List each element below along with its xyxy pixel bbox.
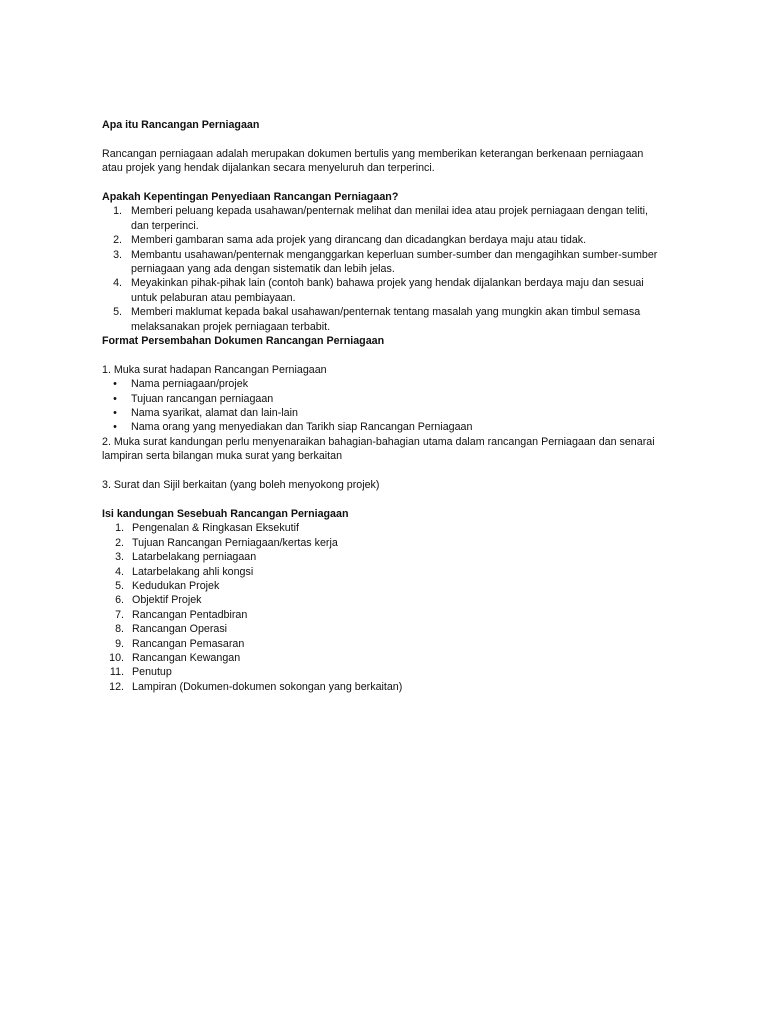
list-item [102,608,662,622]
format-heading: Format Persembahan Dokumen Rancangan Perniagaan [102,335,385,348]
bullet-item [102,406,662,420]
list-number: 8. [115,623,124,636]
spacer [102,132,662,146]
list-item-text: Penutup [132,666,172,679]
isi-heading: Isi kandungan Sesebuah Rancangan Perniagaan [102,507,349,520]
spacer [102,348,662,362]
bullet-item-text: Tujuan rancangan perniagaan [131,392,274,405]
list-item-text: Pengenalan & Ringkasan Eksekutif [132,522,299,535]
list-item [102,248,662,277]
list-item-text: Rancangan Kewangan [132,651,241,664]
bullet-item [102,377,662,391]
list-item [102,680,662,694]
list-item-text: Latarbelakang ahli kongsi [132,565,254,578]
list-number: 5. [113,306,122,319]
list-item-text: Lampiran (Dokumen-dokumen sokongan yang berkaitan) [132,680,403,693]
list-number: 4. [113,277,122,290]
spacer [102,464,662,478]
bullet-item-text: Nama syarikat, alamat dan lain-lain [131,407,298,420]
list-number: 1. [113,205,122,218]
bullet-item-text: Nama perniagaan/projek [131,378,249,391]
list-number: 3. [115,551,124,564]
format-part-2: 2. Muka surat kandungan perlu menyenaraikan bahagian-bahagian utama dalam rancangan Perniagaan dan senarai lampiran serta bilangan muka surat yang berkaitan [102,435,655,463]
list-item [102,651,662,665]
list-item [102,521,662,535]
list-number: 11. [109,666,124,679]
document-title: Apa itu Rancangan Perniagaan [102,119,260,131]
bullet-icon: • [113,421,117,434]
spacer [102,176,662,190]
list-item [102,593,662,607]
list-number: 1. [115,522,124,535]
list-item [102,305,662,334]
list-item-text: Kedudukan Projek [132,579,220,592]
list-item [102,276,662,305]
list-item-text: Rancangan Operasi [132,623,228,636]
list-number: 9. [115,637,124,650]
list-item [102,550,662,564]
list-item-text: Objektif Projek [132,594,202,607]
list-number: 2. [115,536,124,549]
list-item [102,579,662,593]
isi-list [102,521,662,694]
list-number: 10. [109,651,124,664]
list-number: 12. [109,680,124,693]
list-item [102,565,662,579]
format-part-1: 1. Muka surat hadapan Rancangan Perniagaan [102,363,327,376]
list-number: 5. [115,579,124,592]
kepentingan-heading: Apakah Kepentingan Penyediaan Rancangan Perniagaan? [102,191,399,203]
list-item [102,637,662,651]
spacer [102,493,662,507]
bullet-icon: • [113,407,117,420]
list-item [102,536,662,550]
bullet-item-text: Nama orang yang menyediakan dan Tarikh siap Rancangan Perniagaan [131,421,473,434]
list-item-text: Memberi gambaran sama ada projek yang dirancang dan dicadangkan berdaya maju atau tidak. [131,234,587,247]
intro-paragraph: Rancangan perniagaan adalah merupakan dokumen bertulis yang memberikan keterangan berkenaan perniagaan atau projek yang hendak dijalankan secara menyeluruh dan terperinci. [102,147,644,175]
list-item-text: Meyakinkan pihak-pihak lain (contoh bank) bahawa projek yang hendak dijalankan berdaya maju dan sesuai untuk pelaburan atau pembiayaan. [131,277,644,304]
list-item-text: Membantu usahawan/penternak menganggarkan keperluan sumber-sumber dan mengagihkan sumber-sumber perniagaan yang ada dengan sistematik dan lebih jelas. [131,248,658,276]
list-item-text: Memberi peluang kepada usahawan/penternak melihat dan menilai idea atau projek perniagaan dengan teliti, dan terperinci. [131,205,648,232]
bullet-item [102,420,662,434]
list-item-text: Rancangan Pemasaran [132,637,245,650]
list-item [102,233,662,247]
list-item-text: Latarbelakang perniagaan [132,551,257,564]
bullet-icon: • [113,392,117,405]
format-part-3: 3. Surat dan Sijil berkaitan (yang boleh menyokong projek) [102,479,380,492]
list-item-text: Memberi maklumat kepada bakal usahawan/penternak tentang masalah yang mungkin akan timbul semasa melaksanakan projek perniagaan terbabit. [131,306,641,333]
list-number: 2. [113,234,122,247]
bullet-icon: • [113,378,117,391]
document-page [102,118,662,694]
list-item-text: Tujuan Rancangan Perniagaan/kertas kerja [132,536,338,549]
list-number: 6. [115,594,124,607]
list-number: 3. [113,248,122,261]
list-number: 7. [115,608,124,621]
list-item-text: Rancangan Pentadbiran [132,608,248,621]
list-item [102,665,662,679]
list-item [102,204,662,233]
bullet-item [102,392,662,406]
kepentingan-list [102,204,662,334]
list-number: 4. [115,565,124,578]
format-bullet-list [102,377,662,435]
list-item [102,622,662,636]
